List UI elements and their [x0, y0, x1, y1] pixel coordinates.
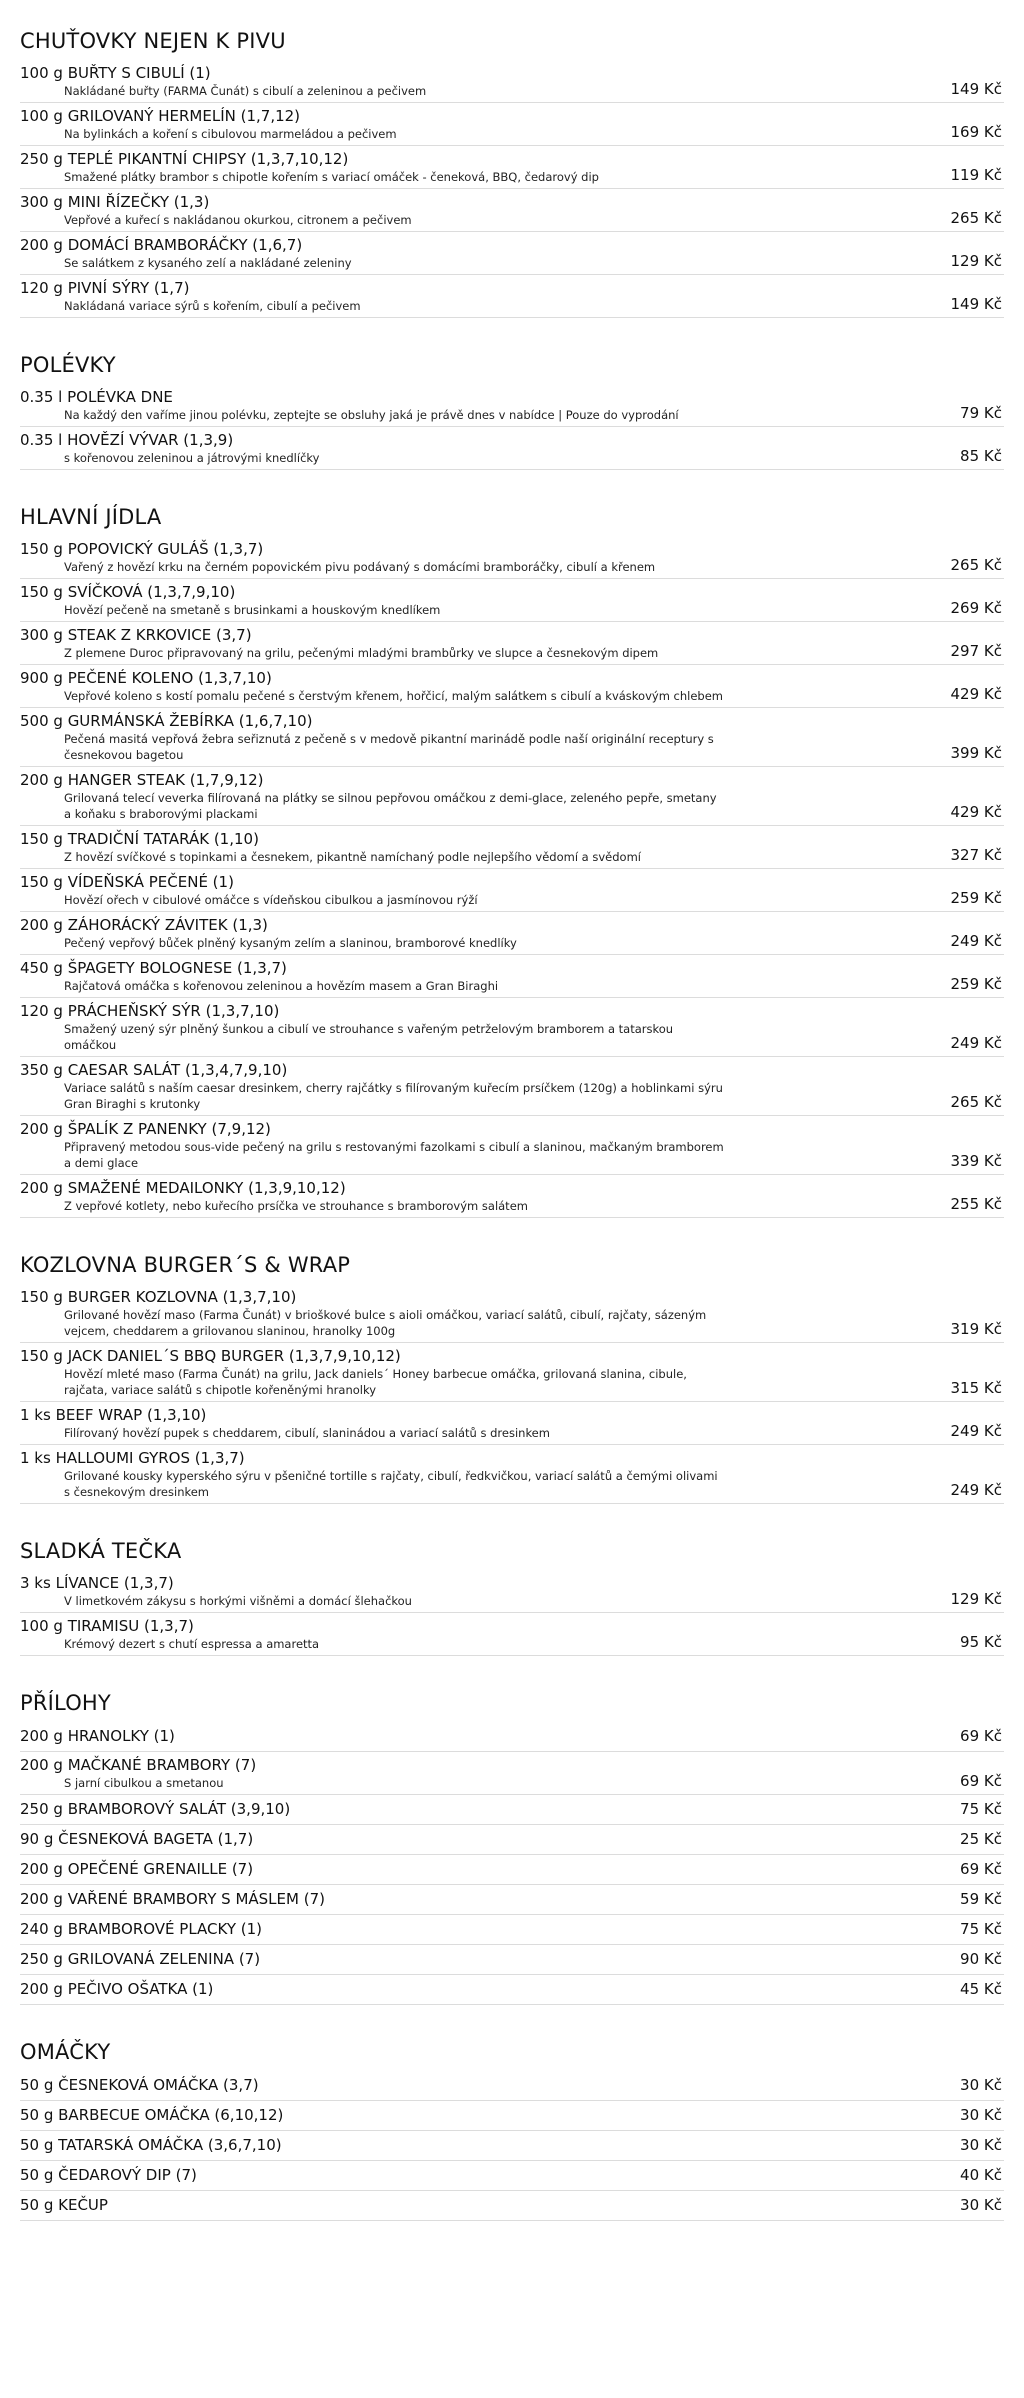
menu-item-price: 265 Kč — [950, 556, 1002, 574]
section-title: CHUŤOVKY NEJEN K PIVU — [20, 29, 286, 53]
menu-item-description: Rajčatová omáčka s kořenovou zeleninou a hovězím masem a Gran Biraghi — [64, 979, 499, 993]
menu-item-name: 100 g GRILOVANÝ HERMELÍN (1,7,12) — [20, 107, 301, 125]
menu-item-price: 95 Kč — [960, 1633, 1002, 1651]
menu-item-description: Grilované kousky kyperského sýru v pšeničné tortille s rajčaty, cibulí, ředkvičkou, variací salátů a čemými olivami s česnekovým dresinkem — [64, 1469, 718, 1499]
menu-item-price: 429 Kč — [950, 685, 1002, 703]
menu-item — [20, 1752, 1004, 1795]
menu-item-name: 150 g POPOVICKÝ GULÁŠ (1,3,7) — [20, 540, 264, 558]
menu-item-name: 0.35 l HOVĚZÍ VÝVAR (1,3,9) — [20, 431, 234, 449]
menu-item — [20, 869, 1004, 912]
menu-item-name: 200 g OPEČENÉ GRENAILLE (7) — [20, 1860, 254, 1878]
menu-item — [20, 998, 1004, 1057]
menu-item-price: 30 Kč — [960, 2196, 1002, 2214]
menu-item-description: Vařený z hovězí krku na černém popovickém pivu podávaný s domácími bramboráčky, cibulí a křenem — [64, 560, 656, 574]
menu-item-name: 200 g ZÁHORÁCKÝ ZÁVITEK (1,3) — [20, 916, 268, 934]
menu-item-name: 250 g TEPLÉ PIKANTNÍ CHIPSY (1,3,7,10,12) — [20, 150, 349, 168]
menu-item-name: 200 g ŠPALÍK Z PANENKY (7,9,12) — [20, 1120, 271, 1138]
menu-item-description: Krémový dezert s chutí espressa a amaretta — [64, 1637, 320, 1651]
menu-item-description: Pečený vepřový bůček plněný kysaným zelím a slaninou, bramborové knedlíky — [64, 936, 517, 950]
menu-item-description: Smažené plátky brambor s chipotle kořením s variací omáček - čeneková, BBQ, čedarový dip — [64, 170, 599, 184]
menu-item-name: 900 g PEČENÉ KOLENO (1,3,7,10) — [20, 669, 272, 687]
menu-section — [20, 1690, 1004, 2005]
menu-item-price: 265 Kč — [950, 1093, 1002, 1111]
menu-item — [20, 1402, 1004, 1445]
menu-item-description: Pečená masitá vepřová žebra seřiznutá z pečeně s v medově pikantní marinádě podle naší originální receptury s česnekovou bagetou — [64, 732, 714, 762]
menu-item-price: 75 Kč — [960, 1800, 1002, 1818]
menu-item-name: 50 g ČEDAROVÝ DIP (7) — [20, 2166, 197, 2184]
menu-item-name: 200 g HANGER STEAK (1,7,9,12) — [20, 771, 264, 789]
menu-item — [20, 1795, 1004, 1825]
menu-item-price: 319 Kč — [950, 1320, 1002, 1338]
menu-item-price: 339 Kč — [950, 1152, 1002, 1170]
menu-item-description: V limetkovém zákysu s horkými višněmi a domácí šlehačkou — [64, 1594, 412, 1608]
menu-item-price: 40 Kč — [960, 2166, 1002, 2184]
menu-item — [20, 60, 1004, 103]
menu-item — [20, 2071, 1004, 2101]
menu-item-price: 79 Kč — [960, 404, 1002, 422]
menu-item-description: S jarní cibulkou a smetanou — [64, 1776, 224, 1790]
menu-item-name: 0.35 l POLÉVKA DNE — [20, 388, 173, 406]
menu-item-price: 119 Kč — [950, 166, 1002, 184]
menu-item — [20, 767, 1004, 826]
menu-item-description: Se salátkem z kysaného zelí a nakládané zeleniny — [64, 256, 352, 270]
menu-item-price: 249 Kč — [950, 1481, 1002, 1499]
menu-item-name: 120 g PIVNÍ SÝRY (1,7) — [20, 279, 190, 297]
menu-item-description: Variace salátů s naším caesar dresinkem, cherry rajčátky s filírovaným kuřecím prsíčkem (120g) a hoblinkami sýru Gran Biraghi s krutonky — [64, 1081, 723, 1111]
menu-item — [20, 665, 1004, 708]
menu-section — [20, 352, 1004, 470]
menu-item-price: 265 Kč — [950, 209, 1002, 227]
menu-item — [20, 1116, 1004, 1175]
menu-item-name: 240 g BRAMBOROVÉ PLACKY (1) — [20, 1920, 262, 1938]
menu-item-name: 300 g STEAK Z KRKOVICE (3,7) — [20, 626, 252, 644]
menu-item-description: Vepřové a kuřecí s nakládanou okurkou, citronem a pečivem — [64, 213, 412, 227]
menu-item — [20, 1975, 1004, 2005]
menu-item-name: 200 g DOMÁCÍ BRAMBORÁČKY (1,6,7) — [20, 236, 303, 254]
menu-item — [20, 1722, 1004, 1752]
menu-item — [20, 232, 1004, 275]
menu-item-price: 69 Kč — [960, 1727, 1002, 1745]
menu-item-name: 1 ks BEEF WRAP (1,3,10) — [20, 1406, 207, 1424]
menu-item-price: 259 Kč — [950, 889, 1002, 907]
menu-item — [20, 1343, 1004, 1402]
menu-item-price: 255 Kč — [950, 1195, 1002, 1213]
menu-item — [20, 2191, 1004, 2221]
menu-item — [20, 1057, 1004, 1116]
menu-section — [20, 1252, 1004, 1504]
menu-item-price: 30 Kč — [960, 2136, 1002, 2154]
menu-item-name: 200 g VAŘENÉ BRAMBORY S MÁSLEM (7) — [20, 1890, 325, 1908]
menu-item-description: Nakládaná variace sýrů s kořením, cibulí a pečivem — [64, 299, 361, 313]
menu-item-price: 45 Kč — [960, 1980, 1002, 1998]
menu-item-name: 200 g HRANOLKY (1) — [20, 1727, 175, 1745]
menu-item-price: 30 Kč — [960, 2106, 1002, 2124]
menu-item-name: 100 g BUŘTY S CIBULÍ (1) — [20, 64, 211, 82]
menu-item-price: 249 Kč — [950, 1422, 1002, 1440]
menu-item — [20, 912, 1004, 955]
menu-section — [20, 1538, 1004, 1656]
menu-item — [20, 708, 1004, 767]
menu-item-description: Hovězí pečeně na smetaně s brusinkami a houskovým knedlíkem — [64, 603, 441, 617]
menu-item-price: 129 Kč — [950, 1590, 1002, 1608]
menu-item-price: 59 Kč — [960, 1890, 1002, 1908]
menu-item-name: 150 g TRADIČNÍ TATARÁK (1,10) — [20, 830, 259, 848]
menu-item-price: 269 Kč — [950, 599, 1002, 617]
menu-item — [20, 2161, 1004, 2191]
menu-item-name: 90 g ČESNEKOVÁ BAGETA (1,7) — [20, 1830, 254, 1848]
menu-item — [20, 2101, 1004, 2131]
menu-item — [20, 384, 1004, 427]
menu-item-name: 3 ks LÍVANCE (1,3,7) — [20, 1574, 174, 1592]
menu-item — [20, 1613, 1004, 1656]
menu-item — [20, 579, 1004, 622]
menu-item — [20, 1570, 1004, 1613]
menu-item — [20, 275, 1004, 318]
section-title: PŘÍLOHY — [20, 1691, 111, 1715]
menu-item-price: 327 Kč — [950, 846, 1002, 864]
menu-item — [20, 1175, 1004, 1218]
menu-item — [20, 1825, 1004, 1855]
menu-item-price: 399 Kč — [950, 744, 1002, 762]
menu-item-price: 69 Kč — [960, 1860, 1002, 1878]
menu-item-name: 200 g PEČIVO OŠATKA (1) — [20, 1980, 214, 1998]
menu-item — [20, 1885, 1004, 1915]
menu-item-description: Smažený uzený sýr plněný šunkou a cibulí ve strouhance s vařeným petrželovým bramborem a tatarskou omáčkou — [64, 1022, 674, 1052]
menu-item — [20, 1284, 1004, 1343]
menu-item — [20, 826, 1004, 869]
menu-item-description: s kořenovou zeleninou a játrovými knedlíčky — [64, 451, 320, 465]
menu-item — [20, 1855, 1004, 1885]
menu-item-price: 429 Kč — [950, 803, 1002, 821]
menu-item-description: Vepřové koleno s kostí pomalu pečené s čerstvým křenem, hořčicí, malým salátkem s cibulí a kváskovým chlebem — [64, 689, 724, 703]
menu-item-description: Z plemene Duroc připravovaný na grilu, pečenými mladými brambůrky ve slupce a česnekovým dipem — [64, 646, 659, 660]
menu-item-name: 150 g BURGER KOZLOVNA (1,3,7,10) — [20, 1288, 297, 1306]
menu-item-description: Hovězí mleté maso (Farma Čunát) na grilu, Jack daniels´ Honey barbecue omáčka, grilovaná slanina, cibule, rajčata, variace salátů s chipotle kořeněnými hranolky — [64, 1367, 687, 1397]
menu-item-price: 85 Kč — [960, 447, 1002, 465]
menu-item-description: Z vepřové kotlety, nebo kuřecího prsíčka ve strouhance s bramborovým salátem — [64, 1199, 528, 1213]
menu-item-name: 150 g JACK DANIEL´S BBQ BURGER (1,3,7,9,10,12) — [20, 1347, 401, 1365]
menu-item — [20, 146, 1004, 189]
menu-item-description: Připravený metodou sous-vide pečený na grilu s restovanými fazolkami s cibulí a slaninou, mačkaným bramborem a demi glace — [64, 1140, 724, 1170]
menu-item-description: Filírovaný hovězí pupek s cheddarem, cibulí, slaninádou a variací salátů s dresinkem — [64, 1426, 550, 1440]
menu-item — [20, 427, 1004, 470]
menu-item-price: 259 Kč — [950, 975, 1002, 993]
section-title: KOZLOVNA BURGER´S & WRAP — [20, 1253, 351, 1277]
menu-item — [20, 622, 1004, 665]
menu-item-name: 250 g GRILOVANÁ ZELENINA (7) — [20, 1950, 261, 1968]
menu-item-name: 300 g MINI ŘÍZEČKY (1,3) — [20, 193, 210, 211]
menu-item — [20, 1945, 1004, 1975]
menu-section — [20, 28, 1004, 318]
menu-item-price: 30 Kč — [960, 2076, 1002, 2094]
menu-item-price: 90 Kč — [960, 1950, 1002, 1968]
menu-item-price: 69 Kč — [960, 1772, 1002, 1790]
menu-item-name: 500 g GURMÁNSKÁ ŽEBÍRKA (1,6,7,10) — [20, 712, 313, 730]
menu-item-name: 1 ks HALLOUMI GYROS (1,3,7) — [20, 1449, 245, 1467]
menu-section — [20, 2039, 1004, 2221]
menu-item-name: 150 g SVÍČKOVÁ (1,3,7,9,10) — [20, 583, 236, 601]
menu-item-price: 315 Kč — [950, 1379, 1002, 1397]
menu-item-description: Grilované hovězí maso (Farma Čunát) v brioškové bulce s aioli omáčkou, variací salátů, cibulí, rajčaty, sázeným vejcem, cheddarem a grilovanou slaninou, hranolky 100g — [64, 1308, 707, 1338]
menu-item-name: 200 g MAČKANÉ BRAMBORY (7) — [20, 1756, 257, 1774]
menu-item-name: 200 g SMAŽENÉ MEDAILONKY (1,3,9,10,12) — [20, 1179, 346, 1197]
menu-item-description: Hovězí ořech v cibulové omáčce s vídeňskou cibulkou a jasmínovou rýží — [64, 893, 478, 907]
menu-item — [20, 2131, 1004, 2161]
menu-item — [20, 536, 1004, 579]
menu-item-price: 249 Kč — [950, 1034, 1002, 1052]
menu-item-name: 350 g CAESAR SALÁT (1,3,4,7,9,10) — [20, 1061, 288, 1079]
menu-item — [20, 1445, 1004, 1504]
menu-item-description: Na každý den vaříme jinou polévku, zeptejte se obsluhy jaká je právě dnes v nabídce | Pouze do vyprodání — [64, 408, 679, 422]
menu-item-name: 450 g ŠPAGETY BOLOGNESE (1,3,7) — [20, 959, 287, 977]
menu-item-price: 297 Kč — [950, 642, 1002, 660]
menu-item-name: 120 g PRÁCHEŇSKÝ SÝR (1,3,7,10) — [20, 1002, 280, 1020]
menu-item-description: Z hovězí svíčkové s topinkami a česnekem, pikantně namíchaný podle nejlepšího vědomí a svědomí — [64, 850, 641, 864]
menu-item-name: 150 g VÍDEŇSKÁ PEČENÉ (1) — [20, 873, 234, 891]
menu-item — [20, 955, 1004, 998]
menu-item-description: Na bylinkách a koření s cibulovou marmeládou a pečivem — [64, 127, 397, 141]
menu-item — [20, 189, 1004, 232]
menu-item-description: Grilovaná telecí veverka filírovaná na plátky se silnou pepřovou omáčkou z demi-glace, zeleného pepře, smetany a koňaku s braborovými plackami — [64, 791, 717, 821]
menu-item-price: 149 Kč — [950, 295, 1002, 313]
menu-item — [20, 103, 1004, 146]
section-title: SLADKÁ TEČKA — [20, 1539, 182, 1563]
menu-item-price: 25 Kč — [960, 1830, 1002, 1848]
menu-item-price: 249 Kč — [950, 932, 1002, 950]
menu-item-name: 50 g BARBECUE OMÁČKA (6,10,12) — [20, 2106, 284, 2124]
menu-section — [20, 504, 1004, 1218]
menu-item-price: 149 Kč — [950, 80, 1002, 98]
menu-item-name: 250 g BRAMBOROVÝ SALÁT (3,9,10) — [20, 1800, 291, 1818]
menu-item-price: 75 Kč — [960, 1920, 1002, 1938]
menu-item-name: 50 g TATARSKÁ OMÁČKA (3,6,7,10) — [20, 2136, 282, 2154]
section-title: POLÉVKY — [20, 353, 116, 377]
menu-item-name: 50 g ČESNEKOVÁ OMÁČKA (3,7) — [20, 2076, 259, 2094]
section-title: HLAVNÍ JÍDLA — [20, 505, 162, 529]
menu-item-price: 169 Kč — [950, 123, 1002, 141]
menu-item-name: 50 g KEČUP — [20, 2196, 108, 2214]
menu-item-description: Nakládané buřty (FARMA Čunát) s cibulí a zeleninou a pečivem — [64, 84, 427, 98]
section-title: OMÁČKY — [20, 2040, 111, 2064]
menu-item — [20, 1915, 1004, 1945]
menu-item-price: 129 Kč — [950, 252, 1002, 270]
menu-item-name: 100 g TIRAMISU (1,3,7) — [20, 1617, 194, 1635]
